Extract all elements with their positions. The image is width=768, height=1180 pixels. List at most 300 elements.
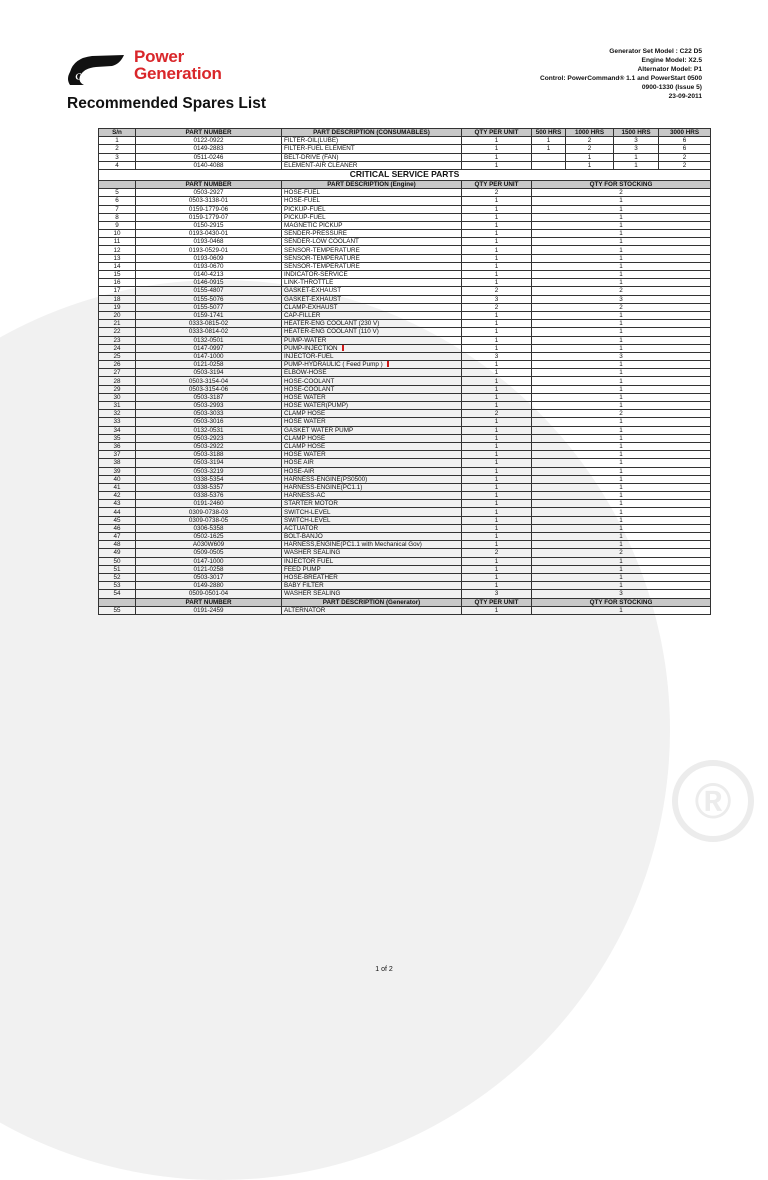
table-cell: 1 — [532, 557, 711, 565]
table-cell: 1500 HRS — [614, 129, 659, 137]
table-cell: 1 — [532, 475, 711, 483]
table-cell: 1 — [532, 393, 711, 401]
table-cell: QTY FOR STOCKING — [532, 598, 711, 606]
table-row — [99, 426, 711, 434]
table-cell: 1 — [462, 434, 532, 442]
table-cell: 28 — [99, 377, 136, 385]
table-cell: 0503-2927 — [136, 189, 282, 197]
part-description: CLAMP HOSE — [284, 434, 326, 442]
table-cell: 1 — [532, 377, 711, 385]
table-cell: 3 — [614, 145, 659, 153]
table-cell — [99, 598, 136, 606]
table-cell: 1 — [614, 161, 659, 169]
table-cell: 1 — [462, 516, 532, 524]
table-cell: 2 — [532, 189, 711, 197]
part-description: HARNESS-AC — [284, 492, 326, 500]
part-description: HOSE-BREATHER — [284, 574, 338, 582]
table-row — [99, 303, 711, 311]
table-cell: 0140-4088 — [136, 161, 282, 169]
table-cell: 0503-3194 — [136, 369, 282, 377]
table-cell: 6 — [659, 145, 711, 153]
part-description: INJECTOR FUEL — [284, 557, 334, 565]
part-description: HOSE-FUEL — [284, 189, 321, 197]
table-cell: 0503-3138-01 — [136, 197, 282, 205]
table-cell: 0333-0815-02 — [136, 320, 282, 328]
table-cell — [282, 418, 462, 426]
table-cell: 1 — [532, 254, 711, 262]
table-cell: 26 — [99, 361, 136, 369]
table-cell: 1 — [462, 377, 532, 385]
table-cell — [282, 189, 462, 197]
table-cell: 1 — [462, 279, 532, 287]
table-cell — [532, 153, 566, 161]
table-row — [99, 238, 711, 246]
spares-table-body — [99, 129, 711, 615]
table-cell — [282, 541, 462, 549]
table-cell — [282, 320, 462, 328]
table-row — [99, 590, 711, 598]
table-cell: 0121-0258 — [136, 361, 282, 369]
table-cell: 2 — [566, 137, 614, 145]
table-cell: 2 — [462, 189, 532, 197]
part-description: BABY FILTER — [284, 582, 324, 590]
table-cell: 1 — [462, 205, 532, 213]
table-cell: 0149-2883 — [136, 145, 282, 153]
table-cell: 0333-0814-02 — [136, 328, 282, 336]
table-row — [99, 328, 711, 336]
table-row — [99, 336, 711, 344]
table-cell: 1 — [462, 475, 532, 483]
part-description: GASKET WATER PUMP — [284, 426, 354, 434]
part-description: HARNESS-ENGINE(PC1.1) — [284, 483, 363, 491]
table-cell: 38 — [99, 459, 136, 467]
table-cell: 9 — [99, 221, 136, 229]
table-cell: 1 — [532, 524, 711, 532]
table-cell: PART NUMBER — [136, 129, 282, 137]
table-cell: 1 — [462, 385, 532, 393]
part-description: SENSOR-TEMPERATURE — [284, 254, 360, 262]
table-cell: 2 — [532, 549, 711, 557]
part-description: PUMP-WATER — [284, 336, 327, 344]
table-row — [99, 393, 711, 401]
table-cell: 1 — [532, 271, 711, 279]
table-cell — [99, 180, 136, 188]
table-row — [99, 410, 711, 418]
part-description: HOSE AIR — [284, 459, 314, 467]
table-cell: 24 — [99, 344, 136, 352]
table-cell: 0338-5354 — [136, 475, 282, 483]
table-cell: 0193-0430-01 — [136, 230, 282, 238]
table-row — [99, 287, 711, 295]
table-row — [99, 582, 711, 590]
brand-line-1: Power — [134, 47, 185, 66]
table-cell: 1 — [532, 533, 711, 541]
table-cell: 1 — [462, 524, 532, 532]
table-cell: 14 — [99, 262, 136, 270]
table-cell: 1 — [532, 205, 711, 213]
part-description: HOSE-FUEL — [284, 197, 321, 205]
table-cell: CRITICAL SERVICE PARTS — [99, 169, 711, 180]
table-cell: 1 — [462, 606, 532, 614]
table-cell: 39 — [99, 467, 136, 475]
part-description: CLAMP-EXHAUST — [284, 303, 338, 311]
table-cell: 1 — [462, 213, 532, 221]
info-line: Control: PowerCommand® 1.1 and PowerStart 0500 — [539, 75, 702, 82]
table-cell: 3 — [462, 295, 532, 303]
table-cell: 1 — [462, 369, 532, 377]
table-cell: 0146-0915 — [136, 279, 282, 287]
table-cell — [282, 295, 462, 303]
table-cell: 8 — [99, 213, 136, 221]
table-cell — [282, 213, 462, 221]
table-row — [99, 442, 711, 450]
table-cell: 44 — [99, 508, 136, 516]
table-row — [99, 352, 711, 360]
table-cell — [282, 410, 462, 418]
table-cell: 0147-0997 — [136, 344, 282, 352]
table-cell — [282, 287, 462, 295]
table-cell — [282, 606, 462, 614]
logo-text: Cummins — [74, 64, 112, 83]
table-cell: 1 — [462, 344, 532, 352]
table-cell: 0309-0738-03 — [136, 508, 282, 516]
table-row — [99, 137, 711, 145]
table-cell — [282, 303, 462, 311]
table-cell: 0155-4807 — [136, 287, 282, 295]
table-cell: 34 — [99, 426, 136, 434]
table-cell: 2 — [532, 410, 711, 418]
table-cell: 1 — [462, 197, 532, 205]
table-cell: 23 — [99, 336, 136, 344]
table-cell: 1 — [566, 161, 614, 169]
table-cell — [282, 221, 462, 229]
table-cell — [282, 524, 462, 532]
table-cell — [282, 328, 462, 336]
table-cell — [282, 508, 462, 516]
table-cell: 36 — [99, 442, 136, 450]
table-cell — [282, 434, 462, 442]
table-cell: 41 — [99, 483, 136, 491]
part-description: ACTUATOR — [284, 524, 319, 532]
table-row — [99, 145, 711, 153]
table-cell: 2 — [99, 145, 136, 153]
table-cell: 1 — [462, 161, 532, 169]
part-description: LINK-THROTTLE — [284, 279, 334, 287]
table-cell: 1 — [462, 145, 532, 153]
table-cell — [282, 393, 462, 401]
registered-watermark-icon: ® — [672, 760, 754, 842]
table-cell — [282, 590, 462, 598]
table-row — [99, 279, 711, 287]
table-cell: 33 — [99, 418, 136, 426]
table-cell: 1 — [462, 467, 532, 475]
table-row — [99, 320, 711, 328]
table-cell: 0503-2923 — [136, 434, 282, 442]
table-cell: PART NUMBER — [136, 598, 282, 606]
table-cell: 30 — [99, 393, 136, 401]
table-cell: 46 — [99, 524, 136, 532]
table-cell: A030W609 — [136, 541, 282, 549]
part-description: HOSE-COOLANT — [284, 385, 335, 393]
table-cell: 1 — [532, 262, 711, 270]
table-cell: 1 — [462, 137, 532, 145]
part-description: GASKET-EXHAUST — [284, 295, 342, 303]
table-row — [99, 541, 711, 549]
table-cell: 0193-0609 — [136, 254, 282, 262]
red-marker-icon — [342, 345, 344, 351]
table-cell: 45 — [99, 516, 136, 524]
part-description: WASHER SEALING — [284, 549, 341, 557]
table-cell: 0149-2880 — [136, 582, 282, 590]
table-cell: 1 — [462, 483, 532, 491]
table-cell: 1 — [462, 418, 532, 426]
table-cell: 1 — [462, 459, 532, 467]
table-cell — [282, 279, 462, 287]
part-description: CLAMP HOSE — [284, 443, 326, 451]
table-cell: ELEMENT-AIR CLEANER — [282, 161, 462, 169]
table-cell: 1 — [462, 311, 532, 319]
table-row — [99, 402, 711, 410]
table-cell: 1 — [462, 451, 532, 459]
table-cell: 21 — [99, 320, 136, 328]
table-cell: 1 — [532, 573, 711, 581]
table-cell: 50 — [99, 557, 136, 565]
table-cell: 0338-5357 — [136, 483, 282, 491]
table-cell: 0306-5358 — [136, 524, 282, 532]
table-cell: 0503-2922 — [136, 442, 282, 450]
part-description: CLAMP HOSE — [284, 410, 326, 418]
table-cell: 1 — [532, 606, 711, 614]
table-cell: 1 — [462, 328, 532, 336]
part-description: HOSE WATER — [284, 418, 326, 426]
table-cell: PART DESCRIPTION (Generator) — [282, 598, 462, 606]
table-row — [99, 197, 711, 205]
table-row — [99, 451, 711, 459]
part-description: HEATER-ENG COOLANT (230 V) — [284, 320, 380, 328]
table-cell: 0159-1741 — [136, 311, 282, 319]
table-cell: 37 — [99, 451, 136, 459]
table-cell: 0155-5076 — [136, 295, 282, 303]
table-cell: 1 — [532, 541, 711, 549]
table-cell: 2 — [462, 549, 532, 557]
table-row — [99, 434, 711, 442]
table-cell — [282, 557, 462, 565]
table-row — [99, 230, 711, 238]
table-cell: 0503-3219 — [136, 467, 282, 475]
table-cell: 1 — [462, 557, 532, 565]
table-cell: 0503-3016 — [136, 418, 282, 426]
table-cell: 3 — [532, 352, 711, 360]
table-row — [99, 492, 711, 500]
table-cell: 0140-4213 — [136, 271, 282, 279]
info-line: Engine Model: X2.5 — [641, 57, 702, 64]
table-row — [99, 153, 711, 161]
table-cell: QTY FOR STOCKING — [532, 180, 711, 188]
table-cell: 0509-0501-04 — [136, 590, 282, 598]
table-cell — [282, 205, 462, 213]
table-row — [99, 344, 711, 352]
table-cell — [282, 565, 462, 573]
table-cell: 1 — [566, 153, 614, 161]
table-cell: 1 — [532, 221, 711, 229]
table-cell: 0147-1000 — [136, 352, 282, 360]
table-row — [99, 311, 711, 319]
table-row — [99, 361, 711, 369]
table-cell: QTY PER UNIT — [462, 598, 532, 606]
table-row — [99, 189, 711, 197]
table-row — [99, 467, 711, 475]
consumables-header-row — [99, 129, 711, 137]
part-description: SENSOR-TEMPERATURE — [284, 246, 360, 254]
table-cell: 3 — [532, 590, 711, 598]
table-cell: 0503-3154-04 — [136, 377, 282, 385]
table-cell: PART DESCRIPTION (Engine) — [282, 180, 462, 188]
table-cell — [282, 402, 462, 410]
model-info — [540, 47, 702, 101]
table-cell — [282, 344, 462, 352]
table-row — [99, 213, 711, 221]
table-cell: 4 — [99, 161, 136, 169]
table-cell: 1 — [532, 508, 711, 516]
table-cell: 0503-3154-06 — [136, 385, 282, 393]
part-description: HEATER-ENG COOLANT (110 V) — [284, 328, 379, 336]
table-cell: 0132-0501 — [136, 336, 282, 344]
table-cell: 1 — [532, 246, 711, 254]
table-cell: 29 — [99, 385, 136, 393]
table-cell: 53 — [99, 582, 136, 590]
table-row — [99, 205, 711, 213]
table-row — [99, 565, 711, 573]
table-cell: 2 — [462, 287, 532, 295]
table-cell — [282, 516, 462, 524]
table-cell — [282, 426, 462, 434]
table-cell: 1 — [532, 336, 711, 344]
table-cell: 1 — [532, 361, 711, 369]
table-cell: 6 — [99, 197, 136, 205]
table-cell: 500 HRS — [532, 129, 566, 137]
table-cell: 0503-3017 — [136, 573, 282, 581]
table-row — [99, 524, 711, 532]
part-description: INDICATOR-SERVICE — [284, 271, 348, 279]
table-cell — [282, 369, 462, 377]
table-cell: 1 — [532, 145, 566, 153]
part-description: PUMP-INJECTION — [284, 344, 338, 352]
part-description: PUMP-HYDRAULIC ( Feed Pump ) — [284, 361, 383, 369]
table-cell: 47 — [99, 533, 136, 541]
part-description: SENSOR-TEMPERATURE — [284, 262, 360, 270]
table-cell: 1 — [462, 541, 532, 549]
table-cell: 1 — [532, 434, 711, 442]
table-cell — [532, 161, 566, 169]
table-cell: 2 — [532, 287, 711, 295]
part-description: HOSE WATER — [284, 393, 326, 401]
table-cell: 0309-0738-05 — [136, 516, 282, 524]
part-description: SWITCH-LEVEL — [284, 508, 331, 516]
table-cell — [282, 230, 462, 238]
part-description: ELBOW-HOSE — [284, 369, 327, 377]
table-row — [99, 500, 711, 508]
table-cell: 0502-1625 — [136, 533, 282, 541]
table-cell: 1 — [532, 467, 711, 475]
table-cell: 1 — [532, 311, 711, 319]
generator-header-row — [99, 598, 711, 606]
part-description: HARNESS,ENGINE(PC1.1 with Mechanical Gov) — [284, 541, 422, 549]
table-row — [99, 557, 711, 565]
table-cell: 32 — [99, 410, 136, 418]
table-cell: 2 — [566, 145, 614, 153]
table-cell — [282, 442, 462, 450]
table-cell: QTY PER UNIT — [462, 129, 532, 137]
part-description: HOSE-COOLANT — [284, 377, 335, 385]
table-cell: 1 — [462, 361, 532, 369]
info-line: 23-09-2011 — [668, 93, 702, 100]
table-cell: 2 — [532, 303, 711, 311]
table-cell: 52 — [99, 573, 136, 581]
part-description: CAP-FILLER — [284, 312, 321, 320]
table-cell — [282, 271, 462, 279]
table-cell — [282, 467, 462, 475]
table-cell: 1 — [532, 230, 711, 238]
info-line: 0900-1330 (Issue 5) — [641, 84, 702, 91]
table-row — [99, 262, 711, 270]
part-description: GASKET-EXHAUST — [284, 287, 342, 295]
part-description: HOSE-AIR — [284, 467, 315, 475]
table-cell: 2 — [462, 303, 532, 311]
table-cell: 1 — [462, 246, 532, 254]
table-cell — [282, 573, 462, 581]
table-cell: 10 — [99, 230, 136, 238]
table-cell: 1000 HRS — [566, 129, 614, 137]
table-row — [99, 221, 711, 229]
table-cell: 1 — [532, 516, 711, 524]
table-cell: 0193-0529-01 — [136, 246, 282, 254]
part-description: PICKUP-FUEL — [284, 205, 326, 213]
part-description: HARNESS-ENGINE(PS0500) — [284, 475, 368, 483]
part-description: MAGNETIC PICKUP — [284, 221, 343, 229]
table-cell: 1 — [532, 582, 711, 590]
table-cell — [282, 475, 462, 483]
table-cell: 1 — [532, 238, 711, 246]
part-description: SWITCH-LEVEL — [284, 516, 331, 524]
table-cell: 0503-2993 — [136, 402, 282, 410]
info-line: Generator Set Model : C22 D5 — [609, 48, 702, 55]
table-cell: BELT-DRIVE (FAN) — [282, 153, 462, 161]
part-description: SENDER-PRESSURE — [284, 230, 347, 238]
table-cell: 1 — [462, 582, 532, 590]
table-cell: 15 — [99, 271, 136, 279]
table-row — [99, 606, 711, 614]
table-cell — [282, 377, 462, 385]
table-cell: 5 — [99, 189, 136, 197]
table-cell: 1 — [532, 137, 566, 145]
table-cell: 7 — [99, 205, 136, 213]
table-cell: 55 — [99, 606, 136, 614]
table-cell: 1 — [462, 492, 532, 500]
table-cell: 3 — [614, 137, 659, 145]
part-description: HOSE WATER — [284, 451, 326, 459]
table-cell: 0503-3033 — [136, 410, 282, 418]
table-cell: 1 — [532, 197, 711, 205]
table-cell: 1 — [462, 442, 532, 450]
table-cell: PART NUMBER — [136, 180, 282, 188]
table-cell: 1 — [532, 442, 711, 450]
table-cell: 25 — [99, 352, 136, 360]
table-cell: 54 — [99, 590, 136, 598]
table-cell — [282, 500, 462, 508]
table-cell: 1 — [462, 573, 532, 581]
table-cell: 3 — [462, 352, 532, 360]
table-cell: 2 — [659, 153, 711, 161]
